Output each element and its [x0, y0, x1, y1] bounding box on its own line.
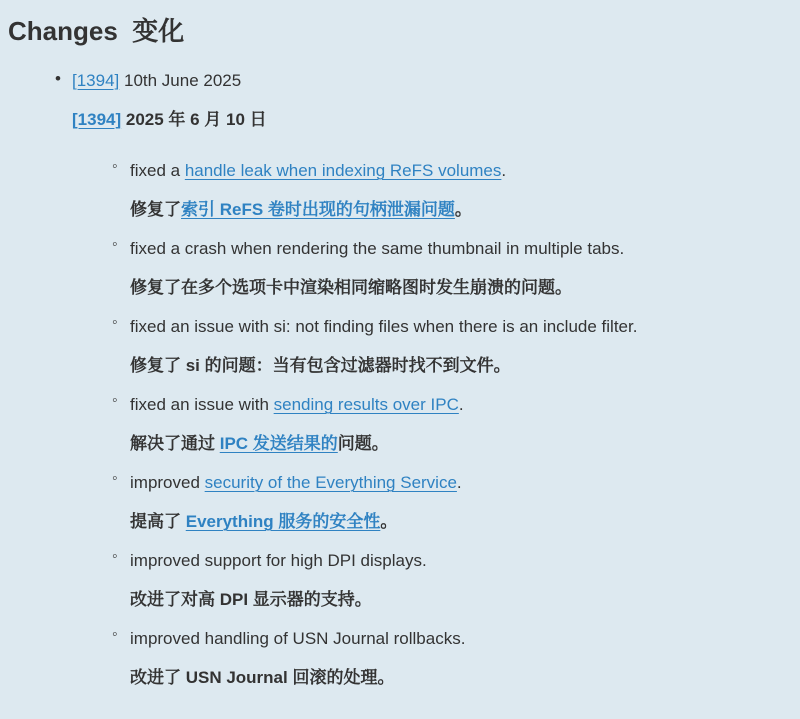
change-item	[112, 158, 790, 222]
changes-list	[72, 158, 790, 690]
change-text: fixed an issue with	[130, 395, 274, 414]
release-link-en[interactable]: [1394]	[72, 71, 120, 90]
change-line-en	[130, 392, 790, 417]
change-line-zh	[130, 665, 790, 690]
change-text: fixed a	[130, 161, 185, 180]
bullet-circle-icon: ◦	[112, 314, 118, 331]
change-line-en	[130, 548, 790, 573]
change-text: .	[458, 395, 464, 414]
change-text: .	[456, 473, 462, 492]
change-line-en	[130, 470, 790, 495]
change-item	[112, 626, 790, 690]
change-item	[112, 392, 790, 456]
change-text: 。	[380, 512, 398, 531]
change-line-zh	[130, 509, 790, 534]
change-line-zh	[130, 275, 790, 300]
change-link[interactable]: IPC 发送结果的	[219, 434, 338, 453]
change-text: improved	[130, 473, 205, 492]
release-line-en	[72, 68, 790, 93]
change-text: 问题。	[337, 434, 389, 453]
change-line-en	[130, 626, 790, 651]
change-link[interactable]: 索引 ReFS 卷时出现的句柄泄漏问题	[181, 200, 455, 219]
bullet-circle-icon: ◦	[112, 626, 118, 643]
change-link[interactable]: handle leak when indexing ReFS volumes	[184, 161, 502, 180]
release-date-en: 10th June 2025	[119, 71, 242, 90]
change-text: 解决了通过	[130, 434, 220, 453]
change-text: 改进了 USN Journal 回滚的处理。	[130, 668, 395, 687]
change-text: improved handling of USN Journal rollbacks.	[130, 629, 466, 648]
change-item	[112, 314, 790, 378]
change-link[interactable]: security of the Everything Service	[204, 473, 457, 492]
change-line-zh	[130, 353, 790, 378]
change-text: 提高了	[130, 512, 186, 531]
change-text: fixed a crash when rendering the same thumbnail in multiple tabs.	[130, 239, 625, 258]
release-item	[55, 68, 790, 690]
bullet-disc-icon: •	[55, 69, 61, 88]
change-text: 。	[454, 200, 472, 219]
change-text: 改进了对高 DPI 显示器的支持。	[130, 590, 372, 609]
change-item	[112, 470, 790, 534]
bullet-circle-icon: ◦	[112, 470, 118, 487]
change-item	[112, 236, 790, 300]
change-text: fixed an issue with si: not finding files when there is an include filter.	[130, 317, 638, 336]
change-text: 修复了在多个选项卡中渲染相同缩略图时发生崩溃的问题。	[130, 278, 572, 297]
change-line-en	[130, 314, 790, 339]
change-link[interactable]: Everything 服务的安全性	[185, 512, 381, 531]
release-date-zh: 2025 年 6 月 10 日	[121, 110, 267, 129]
release-link-zh[interactable]: [1394]	[72, 110, 122, 129]
change-item	[112, 548, 790, 612]
bullet-circle-icon: ◦	[112, 236, 118, 253]
bullet-circle-icon: ◦	[112, 548, 118, 565]
change-line-zh	[130, 197, 790, 222]
release-list	[8, 68, 790, 690]
release-line-zh	[72, 107, 790, 132]
change-line-en	[130, 158, 790, 183]
change-text: improved support for high DPI displays.	[130, 551, 427, 570]
change-line-zh	[130, 587, 790, 612]
change-text: 修复了	[130, 200, 181, 219]
bullet-circle-icon: ◦	[112, 158, 118, 175]
change-line-zh	[130, 431, 790, 456]
page-title: Changes 变化	[8, 16, 185, 46]
change-line-en	[130, 236, 790, 261]
change-text: .	[501, 161, 507, 180]
change-link[interactable]: sending results over IPC	[273, 395, 459, 414]
change-text: 修复了 si 的问题：当有包含过滤器时找不到文件。	[130, 356, 511, 375]
bullet-circle-icon: ◦	[112, 392, 118, 409]
